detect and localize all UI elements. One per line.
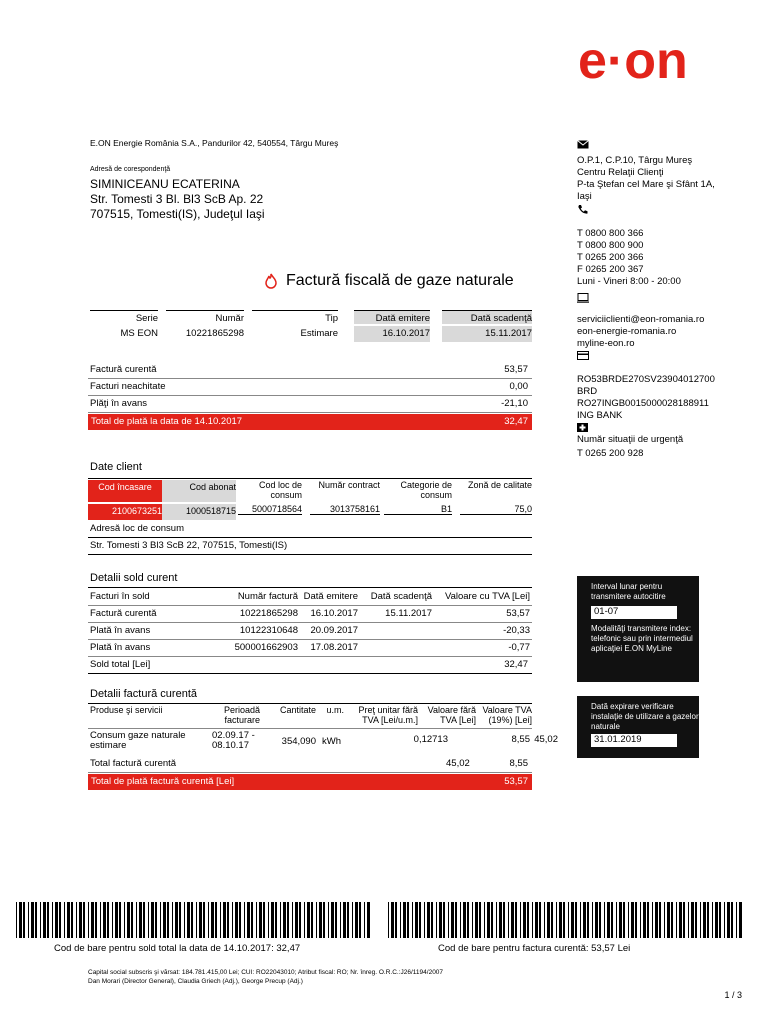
barcode-bar: [739, 902, 742, 938]
current-invoice-header: Produse şi servicii Perioadă facturare Cantitate u.m. Preţ unitar fără TVA [Lei/u.m.] Valoare fără TVA [Lei] Valoare TVA (19%) [Lei]: [90, 705, 532, 725]
balance-cell: Facturi în sold: [90, 591, 150, 602]
barcode-bar: [119, 902, 121, 938]
barcode-bar: [167, 902, 169, 938]
barcode-bar: [355, 902, 358, 938]
barcode-bar: [43, 902, 46, 938]
barcode-balance: [16, 902, 372, 938]
barcode-bar: [343, 902, 346, 938]
barcode-bar: [256, 902, 257, 938]
barcode-bar: [539, 902, 541, 938]
barcode-bar: [172, 902, 173, 938]
barcode-bar: [407, 902, 409, 938]
barcode-bar: [511, 902, 514, 938]
barcode-bar: [503, 902, 505, 938]
barcode-bar: [712, 902, 713, 938]
barcode-bar: [688, 902, 689, 938]
barcode-bar: [223, 902, 226, 938]
barcode-bar: [415, 902, 418, 938]
barcode-bar: [259, 902, 262, 938]
barcode-bar: [347, 902, 349, 938]
barcode-bar: [568, 902, 569, 938]
company-address: E.ON Energie România S.A., Pandurilor 42, 540554, Târgu Mureş: [90, 138, 339, 148]
barcode-bar: [631, 902, 634, 938]
balance-table-row: [88, 606, 532, 623]
barcode-bar: [695, 902, 697, 938]
computer-icon: [577, 293, 589, 303]
barcode-bar: [595, 902, 598, 938]
barcode-bar: [124, 902, 125, 938]
barcode-bar: [419, 902, 421, 938]
barcode-bar: [328, 902, 329, 938]
consumption-category: B1: [384, 504, 452, 515]
barcode-bar: [724, 902, 725, 938]
barcode-bar: [523, 902, 526, 938]
barcode-bar: [55, 902, 58, 938]
barcode-bar: [295, 902, 298, 938]
barcode-bar: [667, 902, 670, 938]
balance-cell: 10122310648: [239, 625, 298, 636]
barcode-bar: [592, 902, 593, 938]
reading-interval-value: 01-07: [591, 606, 677, 619]
barcode-bar: [196, 902, 197, 938]
barcode-bar: [335, 902, 337, 938]
installation-check-box: Dată expirare verificare instalaţie de utilizare a gazelor naturale 31.01.2019: [577, 696, 699, 758]
balance-cell: 20.09.2017: [310, 625, 358, 636]
barcode-bar: [547, 902, 550, 938]
balance-table-row: [88, 623, 532, 640]
web-contacts: [577, 314, 704, 350]
payment-code: 2100673251: [88, 504, 162, 520]
barcode-bar: [391, 902, 394, 938]
barcode-bar: [563, 902, 565, 938]
barcode-bar: [676, 902, 677, 938]
balance-cell: -0,77: [508, 642, 530, 653]
quality-zone: 75,0: [460, 504, 532, 515]
barcode-bar: [619, 902, 622, 938]
mail-icon: [577, 140, 589, 149]
page-number: 1 / 3: [724, 990, 742, 1000]
total-due-bar: Total de plată la data de 14.10.2017 32,47: [88, 414, 532, 430]
balance-table-row: [88, 640, 532, 657]
barcode-bar: [623, 902, 625, 938]
barcode-bar: [352, 902, 353, 938]
barcode-bar: [359, 902, 361, 938]
barcode-bar: [647, 902, 649, 938]
barcode-bar: [715, 902, 718, 938]
barcode-bar: [551, 902, 553, 938]
website-link[interactable]: eon-energie-romania.ro: [577, 326, 677, 337]
client-section-title: Date client: [90, 461, 142, 473]
barcode-bar: [67, 902, 70, 938]
barcode-invoice-caption: Cod de bare pentru factura curentă: 53,57 Lei: [438, 943, 631, 954]
barcode-bar: [671, 902, 673, 938]
barcode-bar: [287, 902, 289, 938]
barcode-bar: [232, 902, 233, 938]
invoice-header-table: Serie Număr Tip Dată emitere Dată scadenţă MS EON 10221865298 Estimare 16.10.2017 15.11.2017: [88, 310, 532, 344]
barcode-bar: [323, 902, 325, 938]
invoice-number: 10221865298: [185, 328, 244, 339]
balance-cell: 500001662903: [234, 642, 298, 653]
barcode-bar: [316, 902, 317, 938]
barcode-bar: [271, 902, 274, 938]
barcode-balance-caption: Cod de bare pentru sold total la data de 14.10.2017: 32,47: [54, 943, 301, 954]
barcode-bar: [23, 902, 25, 938]
phone-list: T 0800 800 366 T 0800 800 900 T 0265 200 366 F 0265 200 367 Luni - Vineri 8:00 - 20:00: [577, 228, 681, 287]
barcode-bar: [263, 902, 265, 938]
barcode-bar: [215, 902, 217, 938]
barcode-bar: [115, 902, 118, 938]
balance-cell: Plată în avans: [90, 642, 151, 653]
barcode-bar: [367, 902, 370, 938]
balance-cell: Plată în avans: [90, 625, 151, 636]
barcode-bar: [575, 902, 577, 938]
issue-date: 16.10.2017: [354, 326, 430, 342]
barcode-bar: [400, 902, 401, 938]
summary-row: Plăţi în avans -21,10: [88, 396, 532, 413]
barcode-bar: [664, 902, 665, 938]
barcode-bar: [275, 902, 277, 938]
barcode-bar: [95, 902, 97, 938]
balance-cell: Factură curentă: [90, 608, 157, 619]
barcode-bar: [599, 902, 601, 938]
barcode-bar: [364, 902, 365, 938]
balance-cell: 17.08.2017: [310, 642, 358, 653]
barcode-bar: [679, 902, 682, 938]
balance-cell: Număr factură: [237, 591, 298, 602]
barcode-bar: [691, 902, 694, 938]
barcode-bar: [203, 902, 205, 938]
barcode-bar: [611, 902, 613, 938]
barcode-bar: [703, 902, 706, 938]
flame-icon: [264, 273, 278, 289]
barcode-bar: [160, 902, 161, 938]
barcode-bar: [239, 902, 241, 938]
balance-cell: 16.10.2017: [310, 608, 358, 619]
current-invoice-row: Consum gaze naturale estimare 02.09.17 - 08.10.17 354,090 kWh 0,12713 45,02 8,55: [90, 730, 558, 751]
barcode-bar: [151, 902, 154, 938]
barcode-bar: [731, 902, 733, 938]
barcode-bar: [535, 902, 538, 938]
barcode-bar: [559, 902, 562, 938]
barcode-bar: [583, 902, 586, 938]
emergency-phone: T 0265 200 928: [577, 448, 644, 459]
barcode-bar: [436, 902, 437, 938]
barcode-bar: [451, 902, 454, 938]
balance-cell: Valoare cu TVA [Lei]: [444, 591, 530, 602]
balance-cell: Dată scadenţă: [370, 591, 432, 602]
consumption-address-label: Adresă loc de consum: [90, 523, 184, 534]
barcode-bar: [463, 902, 466, 938]
barcode-bar: [304, 902, 305, 938]
current-grand-total-bar: Total de plată factură curentă [Lei] 53,57: [88, 774, 532, 790]
barcode-bar: [40, 902, 41, 938]
barcode-bar: [64, 902, 65, 938]
barcode-bar: [439, 902, 442, 938]
summary-row: Facturi neachitate 0,00: [88, 379, 532, 396]
legal-footer: Capital social subscris şi vărsat: 184.781.415,00 Lei; CUI: RO22043010; Atribut fiscal: RO; Nr. înreg. O.R.C.:J26/1194/2007 Dan Morari (Director General), Claudia Griech (Adj.), George Precup (Adj.): [88, 969, 444, 985]
phone-icon: [577, 204, 588, 215]
barcode-bar: [155, 902, 157, 938]
barcode-bar: [544, 902, 545, 938]
barcode-bar: [299, 902, 301, 938]
installation-check-date: 31.01.2019: [591, 734, 677, 747]
barcode-bar: [143, 902, 145, 938]
barcode-bar: [607, 902, 610, 938]
barcode-bar: [431, 902, 433, 938]
email-link[interactable]: serviciiclienti@eon-romania.ro: [577, 314, 705, 325]
barcode-bar: [659, 902, 661, 938]
barcode-bar: [515, 902, 517, 938]
balance-cell: 10221865298: [239, 608, 298, 619]
barcode-bar: [487, 902, 490, 938]
barcode-bar: [628, 902, 629, 938]
barcode-bar: [580, 902, 581, 938]
barcode-bar: [736, 902, 737, 938]
barcode-bar: [16, 902, 17, 938]
barcode-bar: [179, 902, 181, 938]
barcode-bar: [52, 902, 53, 938]
barcode-bar: [76, 902, 77, 938]
barcode-bar: [460, 902, 461, 938]
barcode-bar: [655, 902, 658, 938]
barcode-bar: [616, 902, 617, 938]
barcode-bar: [388, 902, 389, 938]
reading-interval-box: Interval lunar pentru transmitere autocitire 01-07 Modalităţi transmitere index: telefonic sau prin intermediul aplicaţiei E.ON MyLine: [577, 576, 699, 682]
barcode-bar: [412, 902, 413, 938]
barcode-bar: [427, 902, 430, 938]
barcode-bar: [136, 902, 137, 938]
barcode-invoice: [388, 902, 744, 938]
barcode-bar: [520, 902, 521, 938]
barcode-bar: [79, 902, 82, 938]
balance-table-header: [88, 589, 532, 606]
barcode-bar: [268, 902, 269, 938]
barcode-bar: [424, 902, 425, 938]
barcode-bar: [283, 902, 286, 938]
barcode-bar: [719, 902, 721, 938]
eon-logo: [578, 36, 724, 86]
barcode-bar: [700, 902, 701, 938]
invoice-title: Factură fiscală de gaze naturale: [286, 272, 514, 289]
barcode-bar: [31, 902, 34, 938]
barcode-bar: [571, 902, 574, 938]
barcode-bar: [491, 902, 493, 938]
card-icon: [577, 351, 589, 360]
barcode-bar: [527, 902, 529, 938]
barcode-bar: [604, 902, 605, 938]
consumption-address: Str. Tomesti 3 Bl3 ScB 22, 707515, Tomesti(IS): [90, 540, 288, 551]
barcode-bar: [496, 902, 497, 938]
barcode-bar: [707, 902, 709, 938]
barcode-bar: [307, 902, 310, 938]
barcode-bar: [91, 902, 94, 938]
barcode-bar: [100, 902, 101, 938]
due-date: 15.11.2017: [442, 326, 532, 342]
balance-section-title: Detalii sold curent: [90, 572, 178, 584]
balance-cell: 15.11.2017: [385, 608, 432, 619]
myline-link[interactable]: myline-eon.ro: [577, 338, 635, 349]
barcode-bar: [88, 902, 89, 938]
barcode-bar: [508, 902, 509, 938]
barcode-bar: [28, 902, 29, 938]
balance-total-row: [88, 657, 532, 674]
recipient-street: Str. Tomesti 3 Bl. Bl3 ScB Ap. 22: [90, 192, 264, 206]
subscriber-code: 1000518715: [162, 504, 236, 520]
barcode-bar: [448, 902, 449, 938]
barcode-bar: [220, 902, 221, 938]
barcode-bar: [112, 902, 113, 938]
correspondence-label: Adresă de corespondenţă: [90, 166, 171, 173]
barcode-bar: [640, 902, 641, 938]
barcode-bar: [467, 902, 469, 938]
barcode-bar: [163, 902, 166, 938]
bank-accounts: RO53BRDE270SV23904012700 BRD RO27INGB0015000028188911 ING BANK: [577, 374, 715, 421]
barcode-bar: [235, 902, 238, 938]
barcode-bar: [247, 902, 250, 938]
barcode-bar: [103, 902, 106, 938]
barcode-bar: [556, 902, 557, 938]
barcode-bar: [199, 902, 202, 938]
barcode-bar: [484, 902, 485, 938]
barcode-bar: [184, 902, 185, 938]
barcode-bar: [395, 902, 397, 938]
barcode-bar: [83, 902, 85, 938]
invoice-type: Estimare: [300, 328, 338, 339]
client-table: Cod încasare Cod abonat Cod loc de consum Număr contract Categorie de consum Zonă de calitate 2100673251 1000518715 5000718564 3013758161 B1 75,0: [88, 480, 532, 522]
barcode-bar: [643, 902, 646, 938]
barcode-bar: [532, 902, 533, 938]
barcode-bar: [35, 902, 37, 938]
barcode-bar: [208, 902, 209, 938]
barcode-bar: [131, 902, 133, 938]
barcode-bar: [683, 902, 685, 938]
recipient-name: SIMINICEANU ECATERINA: [90, 177, 240, 191]
barcode-bar: [59, 902, 61, 938]
barcode-bar: [227, 902, 229, 938]
balance-cell: Dată emitere: [303, 591, 358, 602]
barcode-bar: [443, 902, 445, 938]
barcode-bar: [587, 902, 589, 938]
barcode-bar: [455, 902, 457, 938]
barcode-bar: [403, 902, 406, 938]
postal-address: O.P.1, C.P.10, Târgu Mureş Centru Relaţii Clienţi P-ta Ştefan cel Mare şi Sfânt 1A, Iaşi: [577, 155, 715, 202]
invoice-title-block: [264, 272, 514, 290]
barcode-bar: [475, 902, 478, 938]
invoice-series: MS EON: [120, 328, 158, 339]
summary-row: Factură curentă 53,57: [88, 362, 532, 379]
balance-cell: 53,57: [506, 608, 530, 619]
barcode-bar: [472, 902, 473, 938]
barcode-bar: [479, 902, 481, 938]
barcode-bar: [47, 902, 49, 938]
barcode-bar: [19, 902, 22, 938]
barcode-bar: [127, 902, 130, 938]
barcode-bar: [499, 902, 502, 938]
current-invoice-section-title: Detalii factură curentă: [90, 688, 197, 700]
barcode-bar: [175, 902, 178, 938]
barcode-bar: [340, 902, 341, 938]
barcode-bar: [311, 902, 313, 938]
emergency-label: Număr situaţii de urgenţă: [577, 434, 684, 445]
barcode-bar: [251, 902, 253, 938]
barcode-bar: [635, 902, 637, 938]
barcode-bar: [148, 902, 149, 938]
barcode-bar: [191, 902, 193, 938]
recipient-city: 707515, Tomesti(IS), Judeţul Iaşi: [90, 207, 265, 221]
barcode-bar: [319, 902, 322, 938]
barcode-bar: [107, 902, 109, 938]
barcode-bar: [244, 902, 245, 938]
barcode-bar: [292, 902, 293, 938]
barcode-bar: [727, 902, 730, 938]
contract-number: 3013758161: [310, 504, 380, 515]
consumption-code: 5000718564: [238, 504, 302, 515]
barcode-bar: [331, 902, 334, 938]
balance-cell: -20,33: [503, 625, 530, 636]
barcode-bar: [211, 902, 214, 938]
balance-total-label: Sold total [Lei]: [90, 659, 151, 670]
barcode-bar: [280, 902, 281, 938]
barcode-bar: [139, 902, 142, 938]
current-invoice-total: Total factură curentă 45,02 8,55: [88, 756, 532, 773]
barcode-bar: [71, 902, 73, 938]
balance-total-value: 32,47: [504, 659, 528, 670]
emergency-icon: [577, 423, 588, 432]
barcode-bar: [187, 902, 190, 938]
barcode-bar: [652, 902, 653, 938]
recipient-address: [90, 177, 265, 222]
svg-text:e·on: e·on: [578, 36, 688, 86]
